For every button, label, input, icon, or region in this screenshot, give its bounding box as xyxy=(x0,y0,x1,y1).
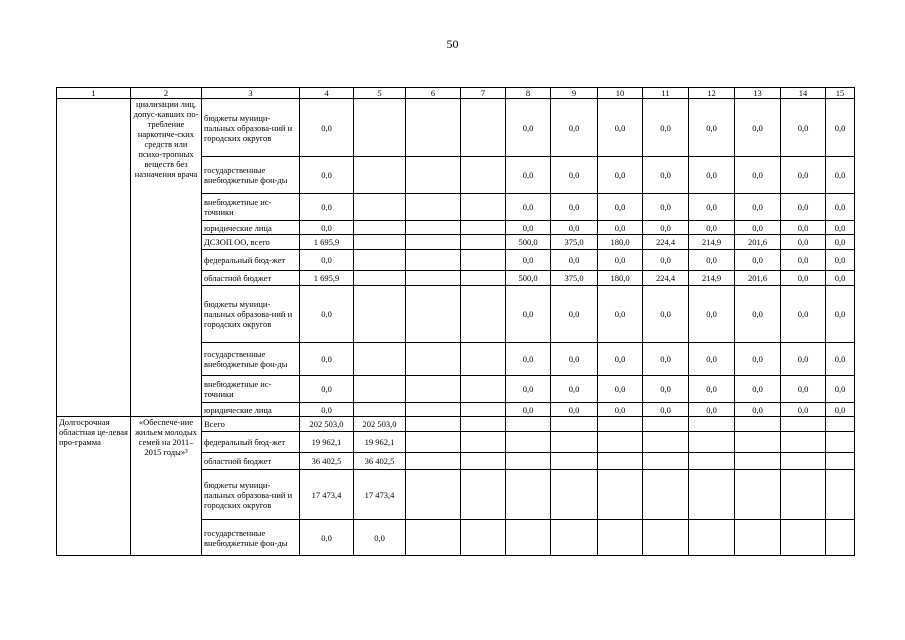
value-cell: 0,0 xyxy=(689,250,735,271)
value-cell xyxy=(406,194,461,221)
value-cell: 19 962,1 xyxy=(300,432,354,453)
value-cell: 0,0 xyxy=(551,403,598,417)
funding-source-cell: областной бюджет xyxy=(202,453,300,470)
value-cell: 0,0 xyxy=(781,194,826,221)
value-cell xyxy=(643,520,689,556)
value-cell: 0,0 xyxy=(735,286,781,343)
value-cell: 0,0 xyxy=(735,343,781,376)
value-cell: 0,0 xyxy=(551,250,598,271)
value-cell: 0,0 xyxy=(643,157,689,194)
value-cell: 0,0 xyxy=(689,403,735,417)
budget-table xyxy=(56,87,855,556)
value-cell xyxy=(735,417,781,432)
table-row xyxy=(57,417,855,432)
value-cell xyxy=(461,432,506,453)
value-cell: 0,0 xyxy=(781,343,826,376)
value-cell: 500,0 xyxy=(506,271,551,286)
value-cell xyxy=(461,99,506,157)
value-cell: 17 473,4 xyxy=(354,470,406,520)
value-cell xyxy=(406,376,461,403)
value-cell: 375,0 xyxy=(551,271,598,286)
value-cell: 0,0 xyxy=(300,376,354,403)
value-cell: 0,0 xyxy=(689,286,735,343)
value-cell: 0,0 xyxy=(598,221,643,235)
program-name-cell: циализации лиц, допус-кавших по-требление наркотиче-ских средств или психо-тропных веществ без назначения врача xyxy=(131,99,202,417)
value-cell: 19 962,1 xyxy=(354,432,406,453)
value-cell: 0,0 xyxy=(689,343,735,376)
value-cell: 0,0 xyxy=(735,403,781,417)
value-cell: 0,0 xyxy=(551,343,598,376)
value-cell: 201,6 xyxy=(735,271,781,286)
value-cell: 180,0 xyxy=(598,271,643,286)
value-cell xyxy=(406,221,461,235)
value-cell: 0,0 xyxy=(826,271,855,286)
value-cell xyxy=(406,403,461,417)
value-cell: 0,0 xyxy=(826,157,855,194)
column-header: 11 xyxy=(643,88,689,99)
value-cell: 0,0 xyxy=(643,343,689,376)
value-cell: 0,0 xyxy=(300,520,354,556)
value-cell xyxy=(461,235,506,250)
value-cell: 0,0 xyxy=(781,221,826,235)
value-cell xyxy=(506,470,551,520)
value-cell xyxy=(406,99,461,157)
value-cell: 0,0 xyxy=(506,286,551,343)
value-cell xyxy=(461,343,506,376)
column-header: 5 xyxy=(354,88,406,99)
value-cell xyxy=(461,286,506,343)
value-cell: 0,0 xyxy=(689,99,735,157)
value-cell: 0,0 xyxy=(598,376,643,403)
funding-source-cell: бюджеты муници-пальных образова-ний и городских округов xyxy=(202,286,300,343)
value-cell: 0,0 xyxy=(643,286,689,343)
program-name-cell: «Обеспече-ние жильем молодых семей на 2011– 2015 годы»³ xyxy=(131,417,202,556)
column-header: 1 xyxy=(57,88,131,99)
value-cell: 0,0 xyxy=(506,99,551,157)
value-cell: 0,0 xyxy=(300,286,354,343)
value-cell: 0,0 xyxy=(506,250,551,271)
page-number: 50 xyxy=(446,37,459,51)
value-cell: 0,0 xyxy=(551,194,598,221)
value-cell xyxy=(551,417,598,432)
value-cell: 214,9 xyxy=(689,271,735,286)
value-cell xyxy=(506,417,551,432)
value-cell: 0,0 xyxy=(551,286,598,343)
header-row xyxy=(57,88,855,99)
value-cell: 0,0 xyxy=(551,221,598,235)
program-type-cell: Долгосрочная областная це-левая про-грамма xyxy=(57,417,131,556)
column-header: 2 xyxy=(131,88,202,99)
value-cell xyxy=(735,520,781,556)
funding-source-cell: государственные внебюджетные фон-ды xyxy=(202,520,300,556)
table-row xyxy=(57,99,855,157)
value-cell: 202 503,0 xyxy=(300,417,354,432)
value-cell: 0,0 xyxy=(826,99,855,157)
value-cell: 0,0 xyxy=(551,157,598,194)
value-cell: 36 402,5 xyxy=(300,453,354,470)
value-cell: 0,0 xyxy=(598,99,643,157)
value-cell: 0,0 xyxy=(643,250,689,271)
funding-source-cell: федеральный бюд-жет xyxy=(202,432,300,453)
value-cell: 0,0 xyxy=(781,403,826,417)
value-cell: 0,0 xyxy=(689,376,735,403)
value-cell xyxy=(781,417,826,432)
value-cell: 0,0 xyxy=(598,403,643,417)
value-cell: 0,0 xyxy=(300,99,354,157)
value-cell: 1 695,9 xyxy=(300,235,354,250)
value-cell: 0,0 xyxy=(735,221,781,235)
funding-source-cell: федеральный бюд-жет xyxy=(202,250,300,271)
value-cell: 0,0 xyxy=(826,194,855,221)
value-cell xyxy=(354,403,406,417)
value-cell: 0,0 xyxy=(506,343,551,376)
value-cell xyxy=(461,417,506,432)
value-cell xyxy=(781,520,826,556)
value-cell xyxy=(643,453,689,470)
value-cell: 0,0 xyxy=(643,221,689,235)
value-cell xyxy=(461,271,506,286)
column-header: 14 xyxy=(781,88,826,99)
value-cell: 0,0 xyxy=(689,194,735,221)
value-cell: 0,0 xyxy=(643,376,689,403)
value-cell: 0,0 xyxy=(735,99,781,157)
value-cell: 0,0 xyxy=(300,194,354,221)
value-cell xyxy=(354,194,406,221)
value-cell xyxy=(598,520,643,556)
value-cell: 0,0 xyxy=(300,157,354,194)
value-cell xyxy=(551,453,598,470)
value-cell: 0,0 xyxy=(826,235,855,250)
funding-source-cell: внебюджетные ис-точники xyxy=(202,376,300,403)
value-cell xyxy=(354,157,406,194)
value-cell: 0,0 xyxy=(598,286,643,343)
value-cell xyxy=(551,520,598,556)
value-cell xyxy=(406,235,461,250)
value-cell: 224,4 xyxy=(643,235,689,250)
value-cell: 0,0 xyxy=(506,376,551,403)
value-cell: 0,0 xyxy=(735,250,781,271)
value-cell: 0,0 xyxy=(598,250,643,271)
value-cell: 0,0 xyxy=(506,403,551,417)
column-header: 9 xyxy=(551,88,598,99)
value-cell: 0,0 xyxy=(826,376,855,403)
program-type-cell xyxy=(57,99,131,417)
value-cell: 0,0 xyxy=(689,157,735,194)
value-cell xyxy=(354,376,406,403)
value-cell: 0,0 xyxy=(300,221,354,235)
value-cell xyxy=(354,99,406,157)
value-cell xyxy=(826,432,855,453)
value-cell: 0,0 xyxy=(643,403,689,417)
value-cell: 0,0 xyxy=(643,99,689,157)
column-header: 4 xyxy=(300,88,354,99)
value-cell xyxy=(826,417,855,432)
value-cell xyxy=(551,470,598,520)
value-cell: 0,0 xyxy=(735,194,781,221)
value-cell xyxy=(598,470,643,520)
value-cell xyxy=(643,470,689,520)
value-cell xyxy=(461,250,506,271)
value-cell xyxy=(781,432,826,453)
value-cell xyxy=(506,453,551,470)
value-cell: 500,0 xyxy=(506,235,551,250)
value-cell xyxy=(461,470,506,520)
value-cell: 0,0 xyxy=(781,286,826,343)
value-cell xyxy=(598,432,643,453)
value-cell: 0,0 xyxy=(826,221,855,235)
value-cell: 375,0 xyxy=(551,235,598,250)
funding-source-cell: бюджеты муници-пальных образова-ний и городских округов xyxy=(202,470,300,520)
value-cell: 0,0 xyxy=(781,157,826,194)
value-cell: 224,4 xyxy=(643,271,689,286)
column-header: 3 xyxy=(202,88,300,99)
value-cell: 0,0 xyxy=(826,250,855,271)
value-cell xyxy=(461,376,506,403)
value-cell: 0,0 xyxy=(781,376,826,403)
value-cell xyxy=(735,432,781,453)
value-cell xyxy=(781,470,826,520)
value-cell: 0,0 xyxy=(826,343,855,376)
value-cell: 0,0 xyxy=(598,343,643,376)
value-cell xyxy=(826,470,855,520)
value-cell: 0,0 xyxy=(598,157,643,194)
value-cell: 0,0 xyxy=(506,157,551,194)
column-header: 7 xyxy=(461,88,506,99)
value-cell xyxy=(598,417,643,432)
value-cell xyxy=(406,157,461,194)
value-cell xyxy=(461,520,506,556)
value-cell xyxy=(354,250,406,271)
value-cell xyxy=(689,432,735,453)
value-cell xyxy=(551,432,598,453)
funding-source-cell: ДСЗОП ОО, всего xyxy=(202,235,300,250)
funding-source-cell: областной бюджет xyxy=(202,271,300,286)
value-cell: 0,0 xyxy=(506,194,551,221)
value-cell xyxy=(506,432,551,453)
value-cell xyxy=(461,453,506,470)
value-cell xyxy=(354,343,406,376)
value-cell: 17 473,4 xyxy=(300,470,354,520)
value-cell xyxy=(781,453,826,470)
value-cell xyxy=(354,286,406,343)
value-cell xyxy=(643,417,689,432)
value-cell: 0,0 xyxy=(781,250,826,271)
value-cell xyxy=(406,271,461,286)
value-cell xyxy=(689,417,735,432)
value-cell xyxy=(406,417,461,432)
value-cell xyxy=(735,453,781,470)
value-cell xyxy=(826,520,855,556)
value-cell: 0,0 xyxy=(781,99,826,157)
value-cell xyxy=(689,453,735,470)
value-cell xyxy=(406,520,461,556)
value-cell: 0,0 xyxy=(551,99,598,157)
funding-source-cell: юридические лица xyxy=(202,403,300,417)
column-header: 15 xyxy=(826,88,855,99)
value-cell xyxy=(689,470,735,520)
value-cell xyxy=(354,271,406,286)
value-cell xyxy=(598,453,643,470)
value-cell xyxy=(354,235,406,250)
value-cell xyxy=(406,470,461,520)
value-cell xyxy=(354,221,406,235)
value-cell xyxy=(735,470,781,520)
value-cell: 0,0 xyxy=(643,194,689,221)
value-cell xyxy=(643,432,689,453)
value-cell xyxy=(506,520,551,556)
value-cell xyxy=(461,403,506,417)
value-cell: 0,0 xyxy=(300,403,354,417)
value-cell xyxy=(406,343,461,376)
value-cell xyxy=(461,194,506,221)
value-cell: 0,0 xyxy=(354,520,406,556)
value-cell: 0,0 xyxy=(598,194,643,221)
value-cell: 214,9 xyxy=(689,235,735,250)
funding-source-cell: внебюджетные ис-точники xyxy=(202,194,300,221)
funding-source-cell: бюджеты муници-пальных образова-ний и городских округов xyxy=(202,99,300,157)
value-cell xyxy=(461,157,506,194)
funding-source-cell: государственные внебюджетные фон-ды xyxy=(202,343,300,376)
column-header: 13 xyxy=(735,88,781,99)
column-header: 10 xyxy=(598,88,643,99)
value-cell: 0,0 xyxy=(781,235,826,250)
value-cell: 0,0 xyxy=(826,286,855,343)
value-cell: 1 695,9 xyxy=(300,271,354,286)
value-cell: 180,0 xyxy=(598,235,643,250)
value-cell: 36 402,5 xyxy=(354,453,406,470)
value-cell: 0,0 xyxy=(506,221,551,235)
value-cell: 0,0 xyxy=(300,343,354,376)
value-cell xyxy=(406,432,461,453)
value-cell xyxy=(406,250,461,271)
funding-source-cell: Всего xyxy=(202,417,300,432)
column-header: 6 xyxy=(406,88,461,99)
value-cell: 0,0 xyxy=(781,271,826,286)
value-cell xyxy=(826,453,855,470)
value-cell: 0,0 xyxy=(551,376,598,403)
value-cell xyxy=(461,221,506,235)
value-cell: 0,0 xyxy=(300,250,354,271)
value-cell: 0,0 xyxy=(689,221,735,235)
value-cell: 201,6 xyxy=(735,235,781,250)
column-header: 8 xyxy=(506,88,551,99)
value-cell xyxy=(406,286,461,343)
value-cell xyxy=(406,453,461,470)
value-cell xyxy=(689,520,735,556)
funding-source-cell: юридические лица xyxy=(202,221,300,235)
value-cell: 0,0 xyxy=(826,403,855,417)
column-header: 12 xyxy=(689,88,735,99)
funding-source-cell: государственные внебюджетные фон-ды xyxy=(202,157,300,194)
value-cell: 0,0 xyxy=(735,376,781,403)
value-cell: 0,0 xyxy=(735,157,781,194)
value-cell: 202 503,0 xyxy=(354,417,406,432)
